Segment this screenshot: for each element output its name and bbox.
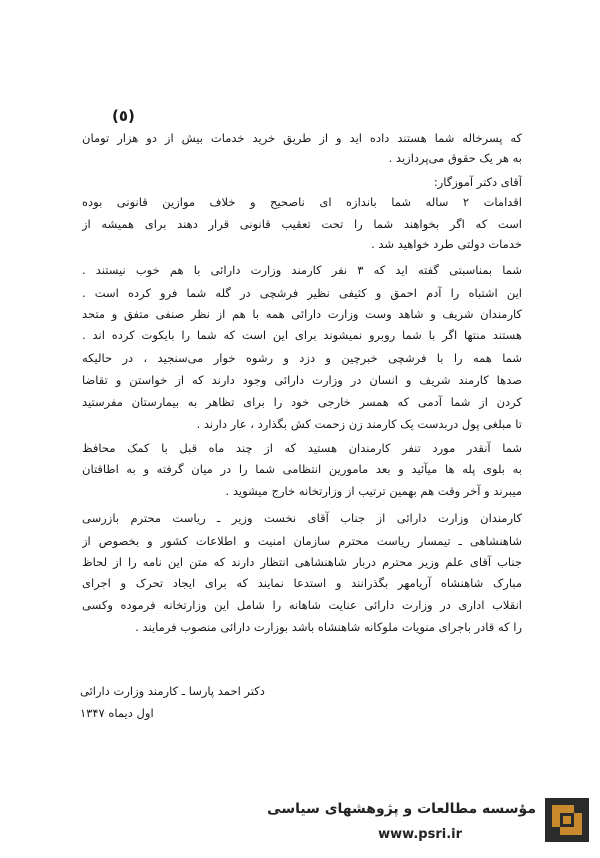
text-line: که پسرخاله شما هستند داده اید و از طریق خرید خدمات بیش از دو هزار تومان: [82, 131, 522, 145]
text-line: شما همه را با فرشچی خبرچین و دزد و رشوه خوار می‌سنجید ، در حالیکه: [82, 351, 522, 365]
signature-date: اول دیماه ۱۳۴۷: [80, 706, 154, 720]
text-line: به هر یک حقوق می‌پردازید .: [388, 151, 522, 165]
salutation: آقای دکتر آموزگار:: [433, 175, 522, 189]
psri-logo-icon: [544, 797, 590, 843]
text-line: شما آنقدر مورد تنفر کارمندان هستید که از چند ماه قبل با کمک محافظ: [82, 441, 522, 455]
text-line: خدمات دولتی طرد خواهید شد .: [371, 237, 522, 251]
text-line: میبرند و آخر وقت هم بهمین ترتیب از وزارتخانه خارج میشوید .: [225, 484, 522, 498]
text-line: است که اگر بخواهند شما را تحت تعقیب قانونی قرار دهند برای همیشه از: [82, 217, 522, 231]
text-line: صدها کارمند شریف و انسان در وزارت دارائی وجود دارند که از خواستن و تقاضا: [82, 373, 522, 387]
page-number: (٥): [112, 107, 135, 125]
text-line: اقدامات ۲ ساله شما باندازه ای ناصحیح و خلاف موازین قانونی بوده: [82, 195, 522, 209]
text-line: شما بمناسبتی گفته اید که ۳ نفر کارمند وزارت دارائی با هم خوب نیستند .: [82, 263, 522, 277]
institute-url[interactable]: www.psri.ir: [378, 827, 462, 842]
text-line: جناب آقای علم وزیر محترم دربار شاهنشاهی انتظار دارند که متن این نامه را از لحاظ: [82, 555, 522, 569]
text-line: انقلاب اداری در وزارت دارائی عنایت شاهانه را شامل این وزارتخانه فرموده وکسی: [82, 598, 522, 612]
text-line: به بلوی پله ها میآئید و بعد مامورین انتظامی شما را در میان گرفته و به اطاقتان: [82, 462, 522, 476]
text-line: هستند منتها اگر با شما روبرو نمیشوند برای این است که شما را بایکوت کرده اند .: [82, 328, 522, 342]
text-line: کردن از شما آدمی که همسر خارجی خود را برای تظاهر به بیمارستان مفرستید: [82, 395, 522, 409]
institute-name: مؤسسه مطالعات و پژوهشهای سیاسی: [267, 801, 536, 817]
text-line: این اشتباه را آدم احمق و کثیفی نظیر فرشچی در گله شما فرو کرده است .: [82, 286, 522, 300]
text-line: کارمندان وزارت دارائی از جناب آقای نخست وزیر ـ ریاست محترم بازرسی: [82, 511, 522, 525]
text-line: را که قادر باجرای منویات ملوکانه شاهنشاه باشد بوزارت دارائی منصوب فرمایند .: [135, 620, 522, 634]
signature-name: دکتر احمد پارسا ـ کارمند وزارت دارائی: [80, 684, 265, 698]
text-line: مبارک شاهنشاه آریامهر بگذرانند و استدعا نمایند که برای ایجاد تحرک و اجرای: [82, 576, 522, 590]
text-line: کارمندان شریف و شاهد وست وزارت دارائی همه با هم از نظر صنفی متفق و متحد: [82, 307, 522, 321]
text-line: تا مبلغی پول دربدست یک کارمند زن زحمت کش بگذارد ، عار دارند .: [196, 417, 522, 431]
footer-watermark: [250, 797, 592, 853]
text-line: شاهنشاهی ـ تیمسار ریاست محترم سازمان امنیت و اطلاعات کشور و بخصوص از: [82, 534, 522, 548]
